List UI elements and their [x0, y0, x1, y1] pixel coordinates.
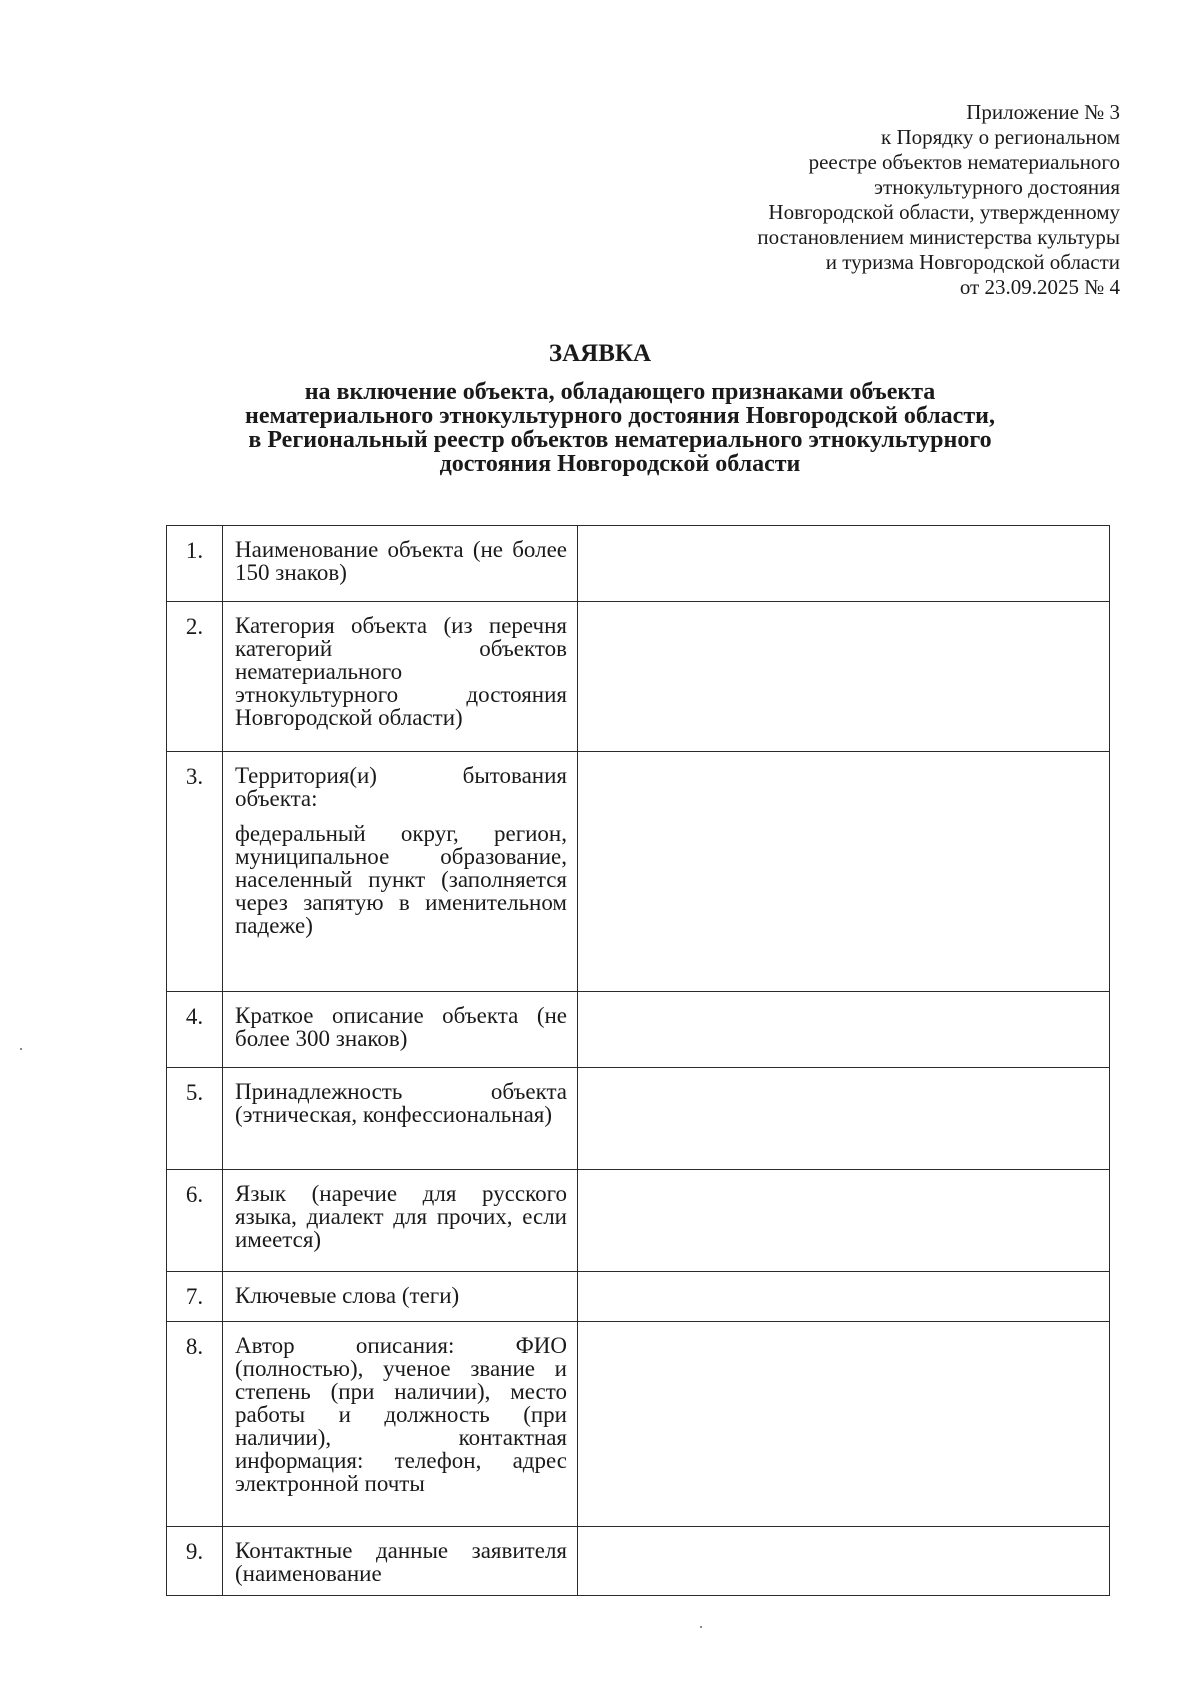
row-value-field[interactable] [578, 1272, 1110, 1322]
form-row [167, 1527, 1110, 1596]
row-label-text: Территория(и) бытования объекта: [235, 763, 567, 811]
application-form-table [166, 525, 1110, 1596]
row-label-text: Краткое описание объекта (не более 300 знаков) [235, 1003, 567, 1051]
appendix-note [600, 100, 1120, 300]
appendix-line: постановлением министерства культуры [757, 225, 1120, 249]
appendix-line: от 23.09.2025 № 4 [959, 275, 1120, 299]
row-label [223, 1068, 578, 1170]
document-subtitle [160, 380, 1080, 476]
document-title: ЗАЯВКА [548, 340, 652, 367]
subtitle-line: на включение объекта, обладающего признаками объекта [304, 379, 936, 405]
form-row [167, 602, 1110, 752]
row-value-field[interactable] [578, 752, 1110, 992]
row-value-field[interactable] [578, 1527, 1110, 1596]
scan-speck [20, 1048, 22, 1050]
row-value-field[interactable] [578, 992, 1110, 1068]
row-label-text: Ключевые слова (теги) [235, 1283, 460, 1308]
form-row [167, 1322, 1110, 1527]
row-value-field[interactable] [578, 1322, 1110, 1527]
form-row [167, 526, 1110, 602]
form-row [167, 992, 1110, 1068]
row-number: 6. [167, 1170, 223, 1272]
row-value-field[interactable] [578, 1170, 1110, 1272]
row-number: 3. [167, 752, 223, 992]
subtitle-line: нематериального этнокультурного достояния Новгородской области, [245, 403, 995, 429]
row-label-text: Контактные данные заявителя (наименование [235, 1538, 567, 1586]
form-row [167, 752, 1110, 992]
appendix-line: Новгородской области, утвержденному [768, 200, 1120, 224]
appendix-line: и туризма Новгородской области [825, 250, 1120, 274]
subtitle-line: достояния Новгородской области [439, 451, 801, 477]
row-label [223, 602, 578, 752]
row-label [223, 1170, 578, 1272]
row-label-text: Наименование объекта (не более 150 знаков) [235, 537, 567, 585]
row-label-text: Язык (наречие для русского языка, диалект для прочих, если имеется) [235, 1181, 567, 1252]
form-row [167, 1272, 1110, 1322]
appendix-line: к Порядку о региональном [881, 125, 1120, 149]
row-label [223, 992, 578, 1068]
form-row [167, 1068, 1110, 1170]
row-label [223, 1322, 578, 1527]
row-label-text: Автор описания: ФИО (полностью), ученое звание и степень (при наличии), место работы и должность (при наличии), контактная информация: телефон, адрес электронной почты [235, 1333, 567, 1496]
row-value-field[interactable] [578, 526, 1110, 602]
row-label [223, 1527, 578, 1596]
row-label-hint: федеральный округ, регион, муниципальное образование, населенный пункт (заполняется через запятую в именительном падеже) [235, 821, 567, 938]
appendix-line: этнокультурного достояния [874, 175, 1120, 199]
row-number: 8. [167, 1322, 223, 1527]
subtitle-line: в Региональный реестр объектов нематериального этнокультурного [248, 427, 992, 453]
appendix-line: реестре объектов нематериального [808, 150, 1120, 174]
row-number: 5. [167, 1068, 223, 1170]
row-value-field[interactable] [578, 602, 1110, 752]
row-label-text: Категория объекта (из перечня категорий объектов нематериального этнокультурного достояния Новгородской области) [235, 613, 567, 730]
row-number: 1. [167, 526, 223, 602]
row-value-field[interactable] [578, 1068, 1110, 1170]
scan-speck [700, 1626, 702, 1628]
row-number: 9. [167, 1527, 223, 1596]
row-number: 2. [167, 602, 223, 752]
form-row [167, 1170, 1110, 1272]
row-label [223, 526, 578, 602]
appendix-line: Приложение № 3 [966, 100, 1120, 124]
row-label-text: Принадлежность объекта (этническая, конфессиональная) [235, 1079, 567, 1127]
row-number: 4. [167, 992, 223, 1068]
row-number: 7. [167, 1272, 223, 1322]
row-label [223, 1272, 578, 1322]
row-label [223, 752, 578, 992]
